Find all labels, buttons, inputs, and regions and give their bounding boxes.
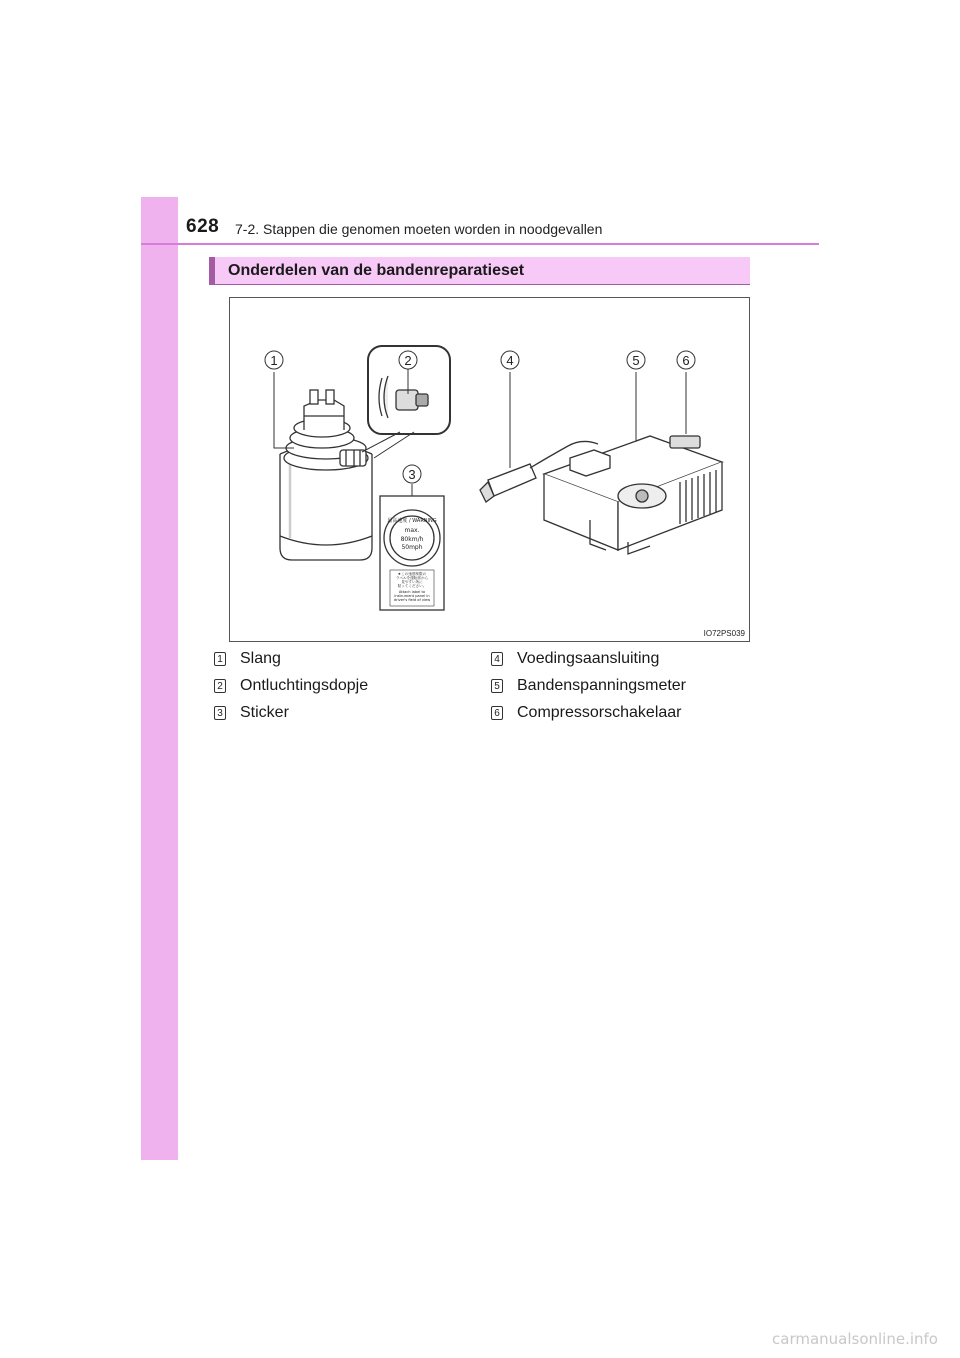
chapter-title: 7-2. Stappen die genomen moeten worden in noodgevallen — [235, 221, 603, 237]
legend-number: 4 — [491, 652, 503, 666]
callout-4 — [501, 351, 519, 369]
legend-item-2 — [214, 677, 368, 695]
sticker-en-3: driver's field of view — [393, 598, 431, 602]
callout-1 — [265, 351, 283, 369]
sticker-en-2: instrument panel in — [394, 594, 430, 598]
section-title: Onderdelen van de bandenreparatieset — [228, 262, 525, 279]
legend-label: Slang — [240, 650, 281, 667]
footer-watermark: carmanualsonline.info — [772, 1330, 938, 1348]
legend-number: 5 — [491, 679, 503, 693]
sticker-kmh: 80km/h — [400, 536, 424, 543]
header-rule — [141, 243, 819, 245]
legend-number: 1 — [214, 652, 226, 666]
legend-label: Bandenspanningsmeter — [517, 677, 687, 694]
legend-item-4 — [491, 650, 659, 668]
callout-2 — [399, 351, 417, 369]
legend-item-5 — [491, 677, 686, 695]
legend-number: 6 — [491, 706, 503, 720]
legend-label: Compressorschakelaar — [517, 704, 682, 721]
page-number: 628 — [186, 216, 220, 237]
figure-code: IO72PS039 — [703, 629, 745, 638]
sticker-mph: 50mph — [401, 544, 423, 551]
legend-label: Ontluchtingsdopje — [240, 677, 369, 694]
sticker-max: max. — [404, 527, 420, 534]
repair-kit-illustration — [230, 298, 749, 641]
legend-item-6 — [491, 704, 682, 722]
legend-label: Voedingsaansluiting — [517, 650, 660, 667]
callout-6 — [677, 351, 695, 369]
sealant-bottle — [280, 390, 372, 560]
section-underline — [209, 284, 750, 285]
sticker-top-line: 最高速度 / WARNING — [387, 518, 437, 524]
legend-label: Sticker — [240, 704, 289, 721]
section-heading — [209, 257, 750, 284]
sticker-jp-4: 貼ってください。 — [397, 584, 427, 588]
compressor — [544, 436, 722, 554]
callout-5 — [627, 351, 645, 369]
callout-label-1: 1 — [270, 353, 278, 368]
callout-label-2: 2 — [404, 353, 412, 368]
legend-item-1 — [214, 650, 281, 668]
legend-number: 3 — [214, 706, 226, 720]
sticker-en-1: Attach label to — [398, 590, 426, 594]
chapter-side-strip — [141, 197, 178, 1160]
callout-3 — [403, 465, 421, 483]
legend-number: 2 — [214, 679, 226, 693]
callout-label-3: 3 — [408, 467, 416, 482]
sticker-jp-2: ラベルを運転席から — [395, 576, 429, 580]
callout-label-5: 5 — [632, 353, 640, 368]
repair-kit-figure — [229, 297, 750, 642]
sticker-jp-1: ★この速度制限の — [397, 572, 427, 576]
callout-label-4: 4 — [506, 353, 514, 368]
callout-label-6: 6 — [682, 353, 690, 368]
legend-item-3 — [214, 704, 289, 722]
sticker-jp-3: 見やすい所に — [401, 580, 423, 584]
